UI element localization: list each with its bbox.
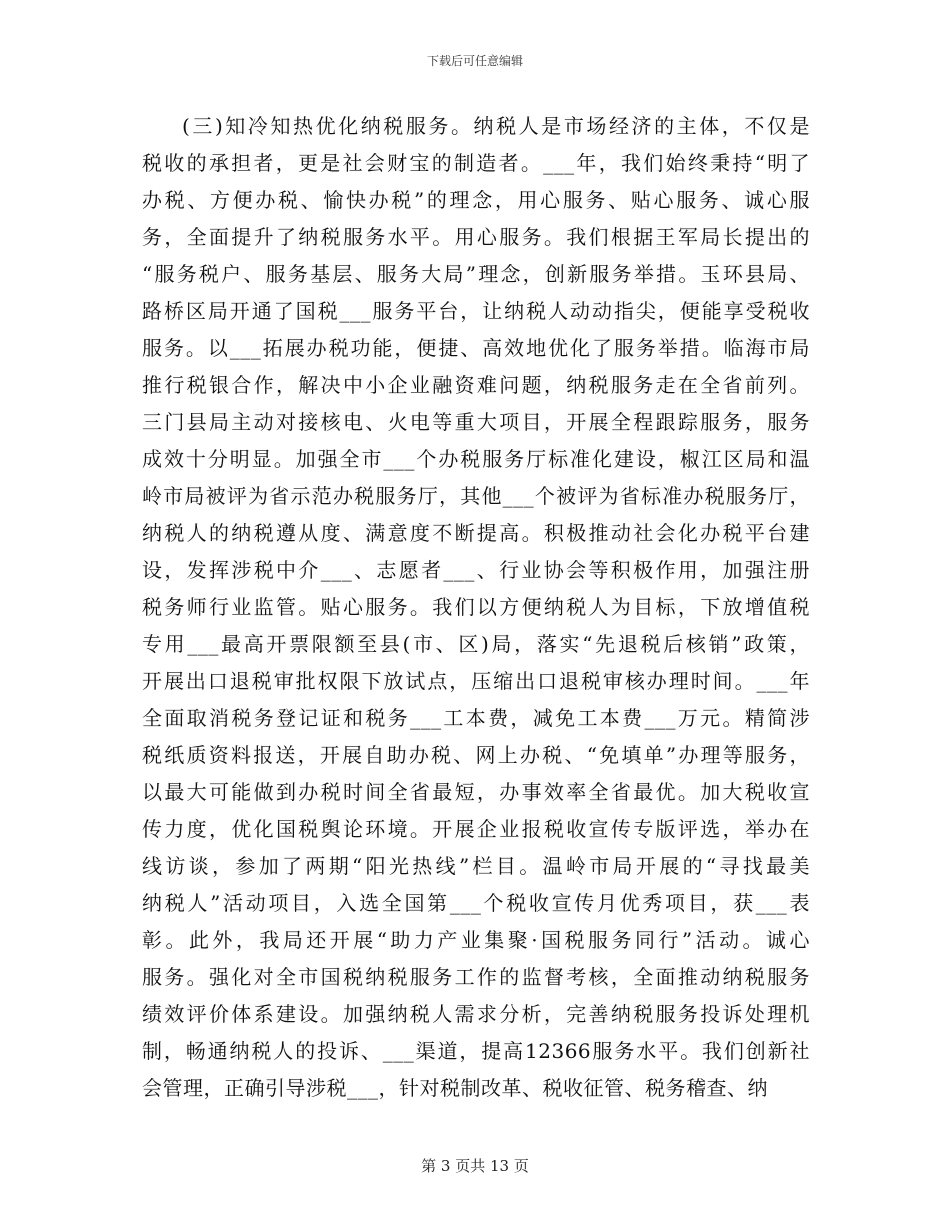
text-line: 开展出口退税审批权限下放试点，压缩出口退税审核办理时间。___年 — [142, 669, 810, 693]
document-body — [142, 108, 810, 1107]
text-line: 设，发挥涉税中介___、志愿者___、行业协会等积极作用，加强注册 — [142, 558, 810, 582]
text-line: 线访谈，参加了两期“阳光热线”栏目。温岭市局开展的“寻找最美 — [142, 854, 810, 878]
text-line: 专用___最高开票限额至县(市、区)局，落实“先退税后核销”政策， — [142, 632, 810, 656]
text-line: 税收的承担者，更是社会财宝的制造者。___年，我们始终秉持“明了 — [142, 151, 810, 175]
text-line: 纳税人的纳税遵从度、满意度不断提高。积极推动社会化办税平台建 — [142, 521, 810, 545]
text-line: 以最大可能做到办税时间全省最短，办事效率全省最优。加大税收宣 — [142, 780, 810, 804]
text-line: 务，全面提升了纳税服务水平。用心服务。我们根据王军局长提出的 — [142, 225, 810, 249]
text-line: 纳税人”活动项目，入选全国第___个税收宣传月优秀项目，获___表 — [142, 891, 810, 915]
text-line: 全面取消税务登记证和税务___工本费，减免工本费___万元。精简涉 — [142, 706, 810, 730]
page-header: 下载后可任意编辑 — [426, 54, 523, 68]
text-line: 税务师行业监管。贴心服务。我们以方便纳税人为目标，下放增值税 — [142, 595, 810, 619]
text-line: 绩效评价体系建设。加强纳税人需求分析，完善纳税服务投诉处理机 — [142, 1002, 810, 1026]
text-line: 推行税银合作，解决中小企业融资难问题，纳税服务走在全省前列。 — [142, 373, 810, 397]
text-line: 彰。此外，我局还开展“助力产业集聚·国税服务同行”活动。诚心 — [142, 928, 810, 952]
text-line: 制，畅通纳税人的投诉、___渠道，提高12366服务水平。我们创新社 — [142, 1039, 810, 1063]
text-line: 三门县局主动对接核电、火电等重大项目，开展全程跟踪服务，服务 — [142, 410, 810, 434]
text-line: 办税、方便办税、愉快办税”的理念，用心服务、贴心服务、诚心服 — [142, 188, 810, 212]
page-number: 第 3 页共 13 页 — [421, 1157, 529, 1175]
text-line: 岭市局被评为省示范办税服务厅，其他___个被评为省标准办税服务厅， — [142, 484, 810, 508]
text-line: (三)知冷知热优化纳税服务。纳税人是市场经济的主体，不仅是 — [182, 114, 810, 138]
text-line: 服务。强化对全市国税纳税服务工作的监督考核，全面推动纳税服务 — [142, 965, 810, 989]
text-line: 服务。以___拓展办税功能，便捷、高效地优化了服务举措。临海市局 — [142, 336, 810, 360]
text-line: “服务税户、服务基层、服务大局”理念，创新服务举措。玉环县局、 — [142, 262, 810, 286]
text-line: 税纸质资料报送，开展自助办税、网上办税、“免填单”办理等服务， — [142, 743, 810, 767]
text-line: 路桥区局开通了国税___服务平台，让纳税人动动指尖，便能享受税收 — [142, 299, 810, 323]
text-line: 成效十分明显。加强全市___个办税服务厅标准化建设，椒江区局和温 — [142, 447, 810, 471]
text-line: 会管理，正确引导涉税___，针对税制改革、税收征管、税务稽查、纳 — [142, 1076, 768, 1100]
text-line: 传力度，优化国税舆论环境。开展企业报税收宣传专版评选，举办在 — [142, 817, 810, 841]
